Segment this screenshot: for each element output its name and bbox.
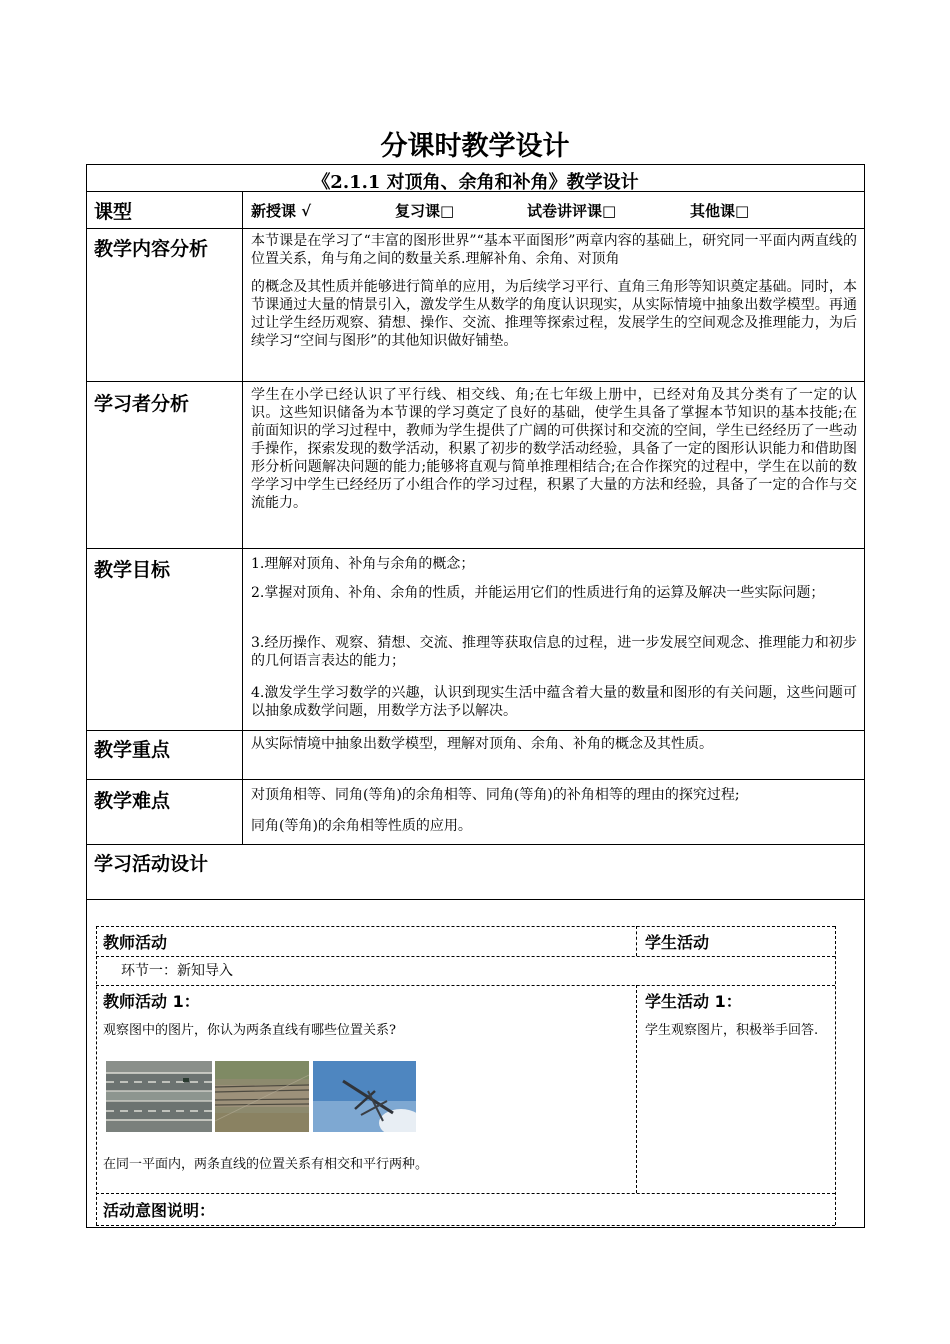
teacher-conclusion: 在同一平面内，两条直线的位置关系有相交和平行两种。	[103, 1157, 429, 1172]
option-test-review-lesson: 试卷讲评课□	[527, 202, 617, 220]
teacher-activity-header: 教师活动	[103, 933, 168, 952]
jets-sky-image	[313, 1061, 416, 1132]
learner-analysis-label: 学习者分析	[94, 393, 190, 415]
column-divider	[242, 191, 243, 844]
activity-table-border	[96, 985, 835, 986]
student-activity-text: 学生观察图片，积极举手回答.	[645, 1023, 819, 1038]
objective-item: 4.激发学生学习数学的兴趣，认识到现实生活中蕴含着大量的数量和图形的有关问题，这些问题可以抽象成数学问题，用数学方法予以解决。	[251, 685, 857, 719]
objective-item: 2.掌握对顶角、补角、余角的性质，并能运用它们的性质进行角的运算及解决一些实际问题；	[251, 585, 825, 601]
activity-table-border	[96, 1225, 835, 1226]
activity-table-border	[835, 926, 836, 1225]
difficulties-label: 教学难点	[94, 790, 171, 812]
row-divider	[86, 381, 865, 382]
lesson-type-label: 课型	[94, 201, 133, 223]
row-divider	[86, 899, 865, 900]
row-divider	[86, 228, 865, 229]
content-analysis-para2: 的概念及其性质并能够进行简单的应用，为后续学习平行、直角三角形等知识奠定基础。同时，本节课通过大量的情景引入，激发学生从数学的角度认识现实，从实际情境中抽象出数学模型。再通过让学生经历观察、猜想、操作、交流、推理等探索过程，发展学生的空间观念及推理能力，为后续学习“空间与图形”的其他知识做好铺垫。	[251, 279, 857, 349]
activity-table-border	[96, 956, 835, 957]
content-analysis-label: 教学内容分析	[94, 238, 209, 260]
objectives-label: 教学目标	[94, 559, 171, 581]
option-new-lesson: 新授课 √	[251, 202, 312, 220]
key-points-text: 从实际情境中抽象出数学模型，理解对顶角、余角、补角的概念及其性质。	[251, 736, 713, 752]
row-divider	[86, 844, 865, 845]
student-activity-header: 学生活动	[645, 933, 710, 952]
option-other-lesson: 其他课□	[690, 202, 750, 220]
difficulties-line1: 对顶角相等、同角(等角)的余角相等、同角(等角)的补角相等的理由的探究过程;	[251, 787, 740, 803]
content-analysis-para1: 本节课是在学习了“丰富的图形世界”“基本平面图形”两章内容的基础上，研究同一平面内两直线的位置关系，角与角之间的数量关系.理解补角、余角、对顶角	[251, 233, 857, 267]
student-activity-title: 学生活动 1：	[645, 992, 742, 1011]
difficulties-line2: 同角(等角)的余角相等性质的应用。	[251, 818, 472, 834]
option-review-lesson: 复习课□	[395, 202, 455, 220]
row-divider	[86, 779, 865, 780]
key-points-label: 教学重点	[94, 739, 171, 761]
activity-table-border	[636, 926, 637, 956]
row-divider	[86, 548, 865, 549]
row-divider	[86, 730, 865, 731]
objective-item: 1.理解对顶角、补角与余角的概念；	[251, 556, 475, 572]
activity-design-label: 学习活动设计	[94, 853, 209, 875]
activity-table-border	[96, 926, 97, 1225]
teacher-activity-title: 教师活动 1：	[103, 992, 200, 1011]
lesson-subtitle: 《2.1.1 对顶角、余角和补角》教学设计	[312, 172, 639, 193]
activity-table-border	[96, 1193, 835, 1194]
teacher-question: 观察图中的图片，你认为两条直线有哪些位置关系?	[103, 1023, 396, 1038]
objective-item: 3.经历操作、观察、猜想、交流、推理等获取信息的过程，进一步发展空间观念、推理能力和初步的几何语言表达的能力；	[251, 635, 857, 669]
activity-intent-label: 活动意图说明：	[103, 1201, 216, 1220]
activity-table-border	[636, 985, 637, 1193]
section-title: 环节一：新知导入	[121, 963, 233, 979]
activity-table-border	[96, 926, 835, 927]
learner-analysis-text: 学生在小学已经认识了平行线、相交线、角;在七年级上册中，已经对角及其分类有了一定的认识。这些知识储备为本节课的学习奠定了良好的基础，使学生具备了掌握本节知识的基本技能;在前面知识的学习过程中，教师为学生提供了广阔的可供探讨和交流的空间，学生已经经历了一些动手操作，探索发现的数学活动，积累了初步的数学活动经验，具备了一定的图形认识能力和借助图形分析问题解决问题的能力;能够将直观与简单推理相结合;在合作探究的过程中，学生在以前的数学学习中学生已经经历了小组合作的学习过程，积累了大量的方法和经验，具备了一定的合作与交流能力。	[251, 387, 857, 511]
highway-lanes-image	[106, 1061, 212, 1132]
page-title: 分课时教学设计	[380, 131, 570, 162]
railway-tracks-image	[215, 1061, 309, 1132]
